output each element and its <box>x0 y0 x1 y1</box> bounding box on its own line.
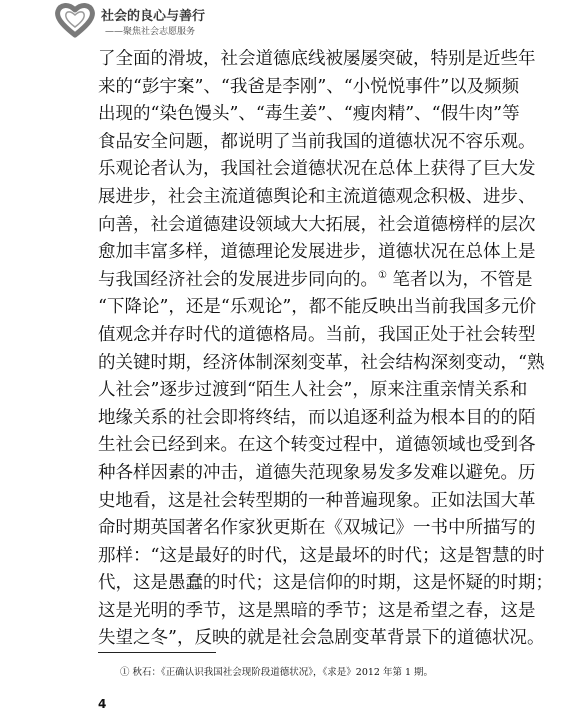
body-line: 的关键时期，经济体制深刻变革，社会结构深刻变动，“熟 <box>98 352 545 373</box>
footnote-divider <box>98 652 216 653</box>
body-line: 乐观论者认为，我国社会道德状况在总体上获得了巨大发 <box>98 159 536 180</box>
body-line: 失望之冬”，反映的就是社会急剧变革背景下的道德状况。 <box>98 628 545 649</box>
body-line: 食品安全问题，都说明了当前我国的道德状况不容乐观。 <box>98 131 536 152</box>
body-line: “下降论”，还是“乐观论”，都不能反映出当前我国多元价 <box>98 297 537 318</box>
body-line-with-footnote <box>98 267 533 295</box>
running-header <box>55 2 315 42</box>
header-title: 社会的良心与善行 <box>101 9 206 24</box>
body-line: 了全面的滑坡，社会道德底线被屡屡突破，特别是近些年 <box>98 49 536 69</box>
heart-icon <box>55 2 95 38</box>
body-line: 命时期英国著名作家狄更斯在《双城记》一书中所描写的 <box>98 518 536 539</box>
body-line: 这是光明的季节，这是黑暗的季节；这是希望之春，这是 <box>98 600 536 621</box>
body-line: 人社会”逐步过渡到“陌生人社会”，原来注重亲情关系和 <box>98 380 528 401</box>
page-number: 4 <box>98 697 107 711</box>
footnote-reference[interactable]: ① <box>378 269 387 281</box>
body-line: 史地看，这是社会转型期的一种普遍现象。正如法国大革 <box>98 490 536 511</box>
footnote: ① 秋石：《正确认识我国社会现阶段道德状况》，《求是》2012 年第 1 期。 <box>120 667 434 678</box>
body-line: 值观念并存时代的道德格局。当前，我国正处于社会转型 <box>98 324 536 345</box>
body-text <box>98 46 553 653</box>
body-line: 出现的“染色馒头”、“毒生姜”、“瘦肉精”、“假牛肉”等 <box>98 104 520 125</box>
body-line-head: 与我国经济社会的发展进步同向的。 <box>98 269 378 290</box>
body-line: 生社会已经到来。在这个转变过程中，道德领域也受到各 <box>98 435 536 456</box>
body-line: 代，这是愚蠢的时代；这是信仰的时期，这是怀疑的时期； <box>98 573 553 594</box>
body-line: 愈加丰富多样，道德理论发展进步，道德状况在总体上是 <box>98 242 536 263</box>
body-line: 种各样因素的冲击，道德失范现象易发多发难以避免。历 <box>98 462 536 483</box>
body-line: 来的“彭宇案”、“我爸是李刚”、“小悦悦事件”以及频频 <box>98 76 520 97</box>
body-line-tail: 笔者以为，不管是 <box>392 269 533 290</box>
header-subtitle: ——聚焦社会志愿服务 <box>105 27 196 37</box>
body-line: 那样：“这是最好的时代，这是最坏的时代；这是智慧的时 <box>98 545 545 566</box>
body-line: 展进步，社会主流道德舆论和主流道德观念积极、进步、 <box>98 186 536 207</box>
body-line: 地缘关系的社会即将终结，而以追逐利益为根本目的的陌 <box>98 407 536 428</box>
body-line: 向善，社会道德建设领域大大拓展，社会道德榜样的层次 <box>98 214 536 235</box>
